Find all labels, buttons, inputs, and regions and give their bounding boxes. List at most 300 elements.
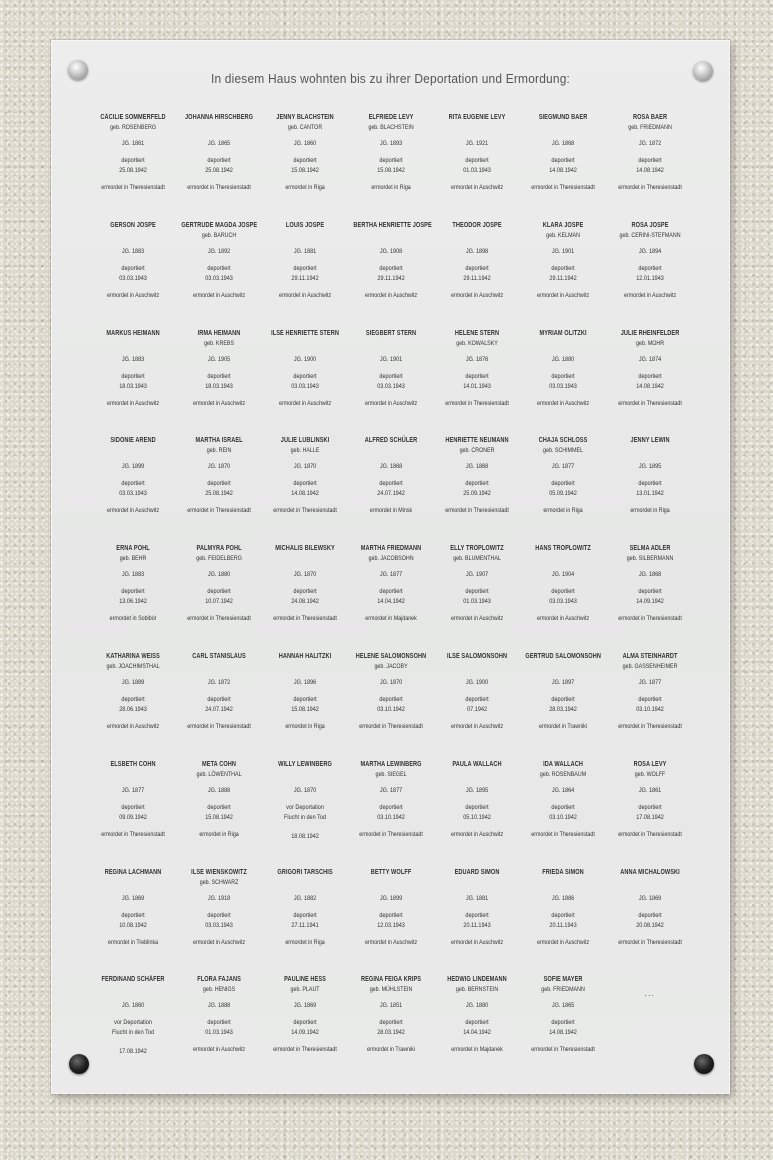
person-entry xyxy=(348,653,434,761)
person-entry xyxy=(176,222,262,330)
deportation-date: 05.09.1942 xyxy=(549,490,578,498)
maiden-name: geb. CERINI-STEFMANN xyxy=(619,231,681,239)
fate-text: ermordet in Theresienstadt xyxy=(359,722,424,730)
birth-year: JG. 1872 xyxy=(638,140,661,147)
deportation-label: deportiert xyxy=(121,264,145,272)
birth-year: JG. 1900 xyxy=(294,355,317,363)
deportation-label: deportiert xyxy=(207,264,231,272)
deportation-date: 03.10.1942 xyxy=(377,813,406,821)
birth-year: JG. 1880 xyxy=(466,1002,489,1010)
deportation-label: deportiert xyxy=(121,803,145,811)
person-entry xyxy=(348,114,434,222)
maiden-name xyxy=(525,340,602,350)
maiden-name xyxy=(181,124,258,134)
person-name: KLARA JOSPE xyxy=(543,221,584,229)
deportation-label: deportiert xyxy=(465,264,490,272)
deportation-date: 29.11.1942 xyxy=(291,274,319,282)
person-name: SIEGBERT STERN xyxy=(366,329,417,337)
maiden-name: geb. MÜHLSTEIN xyxy=(369,986,413,994)
plaque-title: In diesem Haus wohnten bis zu ihrer Deportation und Ermordung: xyxy=(210,71,571,86)
person-name: SIDONIE AREND xyxy=(110,437,156,445)
deportation-label: deportiert xyxy=(637,264,662,272)
person-entry xyxy=(520,222,606,330)
fate-text: ermordet in Riga xyxy=(543,507,584,515)
deportation-label: deportiert xyxy=(551,480,576,488)
person-entry xyxy=(607,437,693,545)
deportation-label: deportiert xyxy=(637,695,662,703)
deportation-date: 03.10.1942 xyxy=(549,813,578,821)
deportation-label: deportiert xyxy=(465,1019,490,1027)
deportation-date: 14.01.1943 xyxy=(463,382,492,390)
person-name: FRIEDA SIMON xyxy=(542,868,585,876)
person-name: FLORA FAJANS xyxy=(197,976,241,984)
deportation-label: deportiert xyxy=(379,157,404,164)
deportation-label: deportiert xyxy=(551,588,576,596)
person-name: PAULINE HESS xyxy=(284,976,327,984)
fate-text: ermordet in Theresienstadt xyxy=(617,615,682,623)
deportation-date: 05.10.1942 xyxy=(463,813,492,821)
fate-text: ermordet in Auschwitz xyxy=(537,938,590,946)
fate-text: ermordet in Trawniki xyxy=(367,1046,416,1054)
deportation-label: deportiert xyxy=(637,480,662,488)
deportation-label: deportiert xyxy=(379,803,404,811)
deportation-label: deportiert xyxy=(293,588,317,596)
maiden-name: geb. LÖWENTHAL xyxy=(196,770,242,778)
person-entry xyxy=(607,222,693,330)
person-entry xyxy=(348,976,434,1084)
maiden-name: geb. HENIGS xyxy=(202,986,236,994)
maiden-name xyxy=(353,447,430,457)
person-entry xyxy=(90,437,176,545)
maiden-name xyxy=(439,232,516,242)
deportation-date: 13.01.1942 xyxy=(635,490,664,498)
person-entry xyxy=(434,869,520,977)
fate-text: ermordet in Theresienstadt xyxy=(617,722,682,730)
person-name: ILSE WIENSKOWITZ xyxy=(191,868,248,876)
maiden-name: geb. FEIDELBERG xyxy=(196,555,242,563)
fate-text: ermordet in Theresienstadt xyxy=(617,830,682,838)
deportation-label: deportiert xyxy=(551,264,576,272)
birth-year: JG. 1860 xyxy=(121,1002,145,1010)
birth-year: JG. 1883 xyxy=(121,571,145,579)
person-name: CHAJA SCHLOSS xyxy=(539,437,588,445)
fate-text: ermordet in Riga xyxy=(629,507,670,515)
person-name: MARKUS HEIMANN xyxy=(106,329,160,337)
person-name: GERSON JOSPE xyxy=(110,221,156,229)
fate-text: ermordet in Auschwitz xyxy=(623,291,676,299)
person-entry xyxy=(176,330,262,438)
deportation-date: 29.11.1942 xyxy=(549,274,578,282)
fate-text: ermordet in Auschwitz xyxy=(537,615,590,623)
birth-year: JG. 1877 xyxy=(638,678,661,686)
screw-head-bottom-left xyxy=(69,1054,89,1074)
deportation-date: 14.08.1942 xyxy=(549,167,578,174)
deportation-label: deportiert xyxy=(465,372,490,380)
maiden-name xyxy=(267,232,344,242)
person-entry xyxy=(607,653,693,761)
person-name: ALMA STEINHARDT xyxy=(622,652,678,660)
fate-text: ermordet in Auschwitz xyxy=(537,399,590,407)
person-entry xyxy=(262,114,348,222)
person-entry xyxy=(348,437,434,545)
deportation-label: deportiert xyxy=(293,695,317,703)
maiden-name xyxy=(439,771,516,781)
deportation-label: deportiert xyxy=(121,911,145,919)
person-name: ELFRIEDE LEVY xyxy=(368,114,414,121)
person-entry xyxy=(90,761,176,869)
birth-year: JG. 1882 xyxy=(294,894,317,902)
person-entry xyxy=(348,869,434,977)
person-name: MARTHA ISRAEL xyxy=(195,437,243,445)
maiden-name: geb. KELMAN xyxy=(546,231,581,239)
birth-year: JG. 1877 xyxy=(380,786,403,794)
maiden-name: geb. SIEGEL xyxy=(375,770,407,778)
maiden-name: geb. KREBS xyxy=(204,339,235,347)
fate-text: ermordet in Auschwitz xyxy=(451,291,504,299)
deportation-date: 15.08.1942 xyxy=(377,167,406,174)
deportation-date: 15.08.1942 xyxy=(291,167,320,174)
birth-year: JG. 1872 xyxy=(207,678,231,686)
birth-year: JG. 1861 xyxy=(638,786,661,794)
birth-year: JG. 1896 xyxy=(294,678,317,686)
maiden-name: geb. JACOBSOHN xyxy=(368,555,414,563)
deportation-date: 03.03.1943 xyxy=(291,382,320,390)
birth-year: JG. 1905 xyxy=(207,355,231,363)
maiden-name xyxy=(353,879,430,889)
deportation-date: 28.06.1943 xyxy=(119,705,147,713)
deportation-date: 14.04.1942 xyxy=(463,1029,492,1037)
birth-year: JG. 1908 xyxy=(380,247,403,255)
birth-year: JG. 1868 xyxy=(638,571,661,579)
maiden-name xyxy=(94,232,171,242)
maiden-name xyxy=(94,771,171,781)
fate-text: ermordet in Riga xyxy=(199,830,239,838)
person-name: CÄCILIE SOMMERFELD xyxy=(100,114,166,121)
person-entry xyxy=(176,976,262,1084)
deportation-label: deportiert xyxy=(465,803,490,811)
deportation-date: 24.07.1942 xyxy=(377,490,406,498)
person-entry xyxy=(348,761,434,869)
deportation-label: deportiert xyxy=(551,157,576,164)
birth-year: JG. 1886 xyxy=(552,894,575,902)
person-entry xyxy=(90,653,176,761)
person-name: GERTRUD SALOMONSOHN xyxy=(525,652,602,660)
person-entry xyxy=(176,653,262,761)
person-name: ROSA JOSPE xyxy=(631,221,669,229)
person-entry xyxy=(262,869,348,977)
fate-text: ermordet in Auschwitz xyxy=(279,291,332,299)
deportation-date: 03.03.1943 xyxy=(119,490,147,498)
maiden-name: geb. JOACHIMSTHAL xyxy=(106,662,160,670)
deportation-label: deportiert xyxy=(637,372,662,380)
person-name: ELLY TROPLOWITZ xyxy=(450,545,505,553)
deportation-label: deportiert xyxy=(379,264,404,272)
deportation-label: deportiert xyxy=(293,911,317,919)
birth-year: JG. 1865 xyxy=(207,140,231,147)
maiden-name xyxy=(439,879,516,889)
birth-year: JG. 1870 xyxy=(207,463,231,471)
birth-year: JG. 1868 xyxy=(552,140,575,147)
person-name: THEODOR JOSPE xyxy=(452,221,503,229)
fate-text: ermordet in Theresienstadt xyxy=(101,830,165,838)
fate-text: ermordet in Theresienstadt xyxy=(531,830,596,838)
birth-year: JG. 1851 xyxy=(380,1002,403,1010)
birth-year: JG. 1883 xyxy=(121,247,145,255)
maiden-name xyxy=(267,771,344,781)
fate-text: ermordet in Trawniki xyxy=(539,722,588,730)
deportation-date: 10.08.1942 xyxy=(119,921,147,929)
person-entry xyxy=(607,761,693,869)
deportation-label: deportiert xyxy=(551,372,576,380)
deportation-date: 20.11.1943 xyxy=(463,921,492,929)
deportation-label: deportiert xyxy=(379,480,404,488)
fate-text: ermordet in Auschwitz xyxy=(451,830,504,838)
person-entry xyxy=(90,330,176,438)
deportation-date: 15.08.1942 xyxy=(291,705,320,713)
person-name: IRMA HEIMANN xyxy=(197,329,241,337)
maiden-name xyxy=(181,663,258,673)
fate-text: ermordet in Auschwitz xyxy=(106,291,160,299)
birth-year: JG. 1860 xyxy=(294,140,317,147)
birth-year: JG. 1870 xyxy=(294,571,317,579)
birth-year: JG. 1888 xyxy=(207,786,231,794)
maiden-name: geb. PLAUT xyxy=(290,986,320,994)
birth-year: JG. 1870 xyxy=(380,678,403,686)
deportation-date: 29.11.1942 xyxy=(463,274,492,282)
deportation-label: deportiert xyxy=(379,1019,404,1027)
person-name: JENNY BLACHSTEIN xyxy=(276,114,334,121)
deportation-date: Flucht in den Tod xyxy=(284,813,327,821)
person-entry xyxy=(520,976,606,1084)
person-name: GRIGORI TARSCHIS xyxy=(277,868,333,876)
birth-year: JG. 1874 xyxy=(638,355,661,363)
birth-year: JG. 1898 xyxy=(466,247,489,255)
person-name: HANNAH HALITZKI xyxy=(278,652,332,660)
person-entry xyxy=(520,653,606,761)
birth-year: JG. 1892 xyxy=(207,247,231,255)
maiden-name: geb. BLACHSTEIN xyxy=(368,124,414,131)
birth-year: JG. 1907 xyxy=(466,571,489,579)
birth-year: JG. 1889 xyxy=(121,678,145,686)
maiden-name: geb. FRIEDMANN xyxy=(627,124,672,131)
person-entry xyxy=(520,545,606,653)
deportation-date: 24.07.1942 xyxy=(205,705,233,713)
maiden-name: geb. SCHWARZ xyxy=(199,878,239,886)
maiden-name xyxy=(94,447,171,457)
names-grid xyxy=(90,114,693,1084)
deportation-label: vor Deportation xyxy=(114,1019,152,1027)
deportation-date: 25.09.1942 xyxy=(463,490,492,498)
birth-year: JG. 1869 xyxy=(294,1002,317,1010)
deportation-date: 10.07.1942 xyxy=(205,598,233,606)
birth-year: JG. 1899 xyxy=(380,894,403,902)
maiden-name: geb. JACOBY xyxy=(374,662,408,670)
person-name: LOUIS JOSPE xyxy=(286,221,325,229)
fate-text: ermordet in Theresienstadt xyxy=(617,399,682,407)
deportation-label: deportiert xyxy=(293,480,317,488)
person-name: REGINA FEIGA KRIPS xyxy=(361,976,422,984)
person-entry xyxy=(434,437,520,545)
person-name: JOHANNA HIRSCHBERG xyxy=(185,114,254,121)
deportation-label: deportiert xyxy=(207,480,231,488)
maiden-name: geb. BERNSTEIN xyxy=(456,986,499,994)
fate-text: ermordet in Theresienstadt xyxy=(617,184,682,191)
deportation-date: 01.03.1943 xyxy=(463,598,492,606)
person-entry xyxy=(348,545,434,653)
maiden-name xyxy=(525,124,602,134)
deportation-date: 03.03.1943 xyxy=(205,921,233,929)
person-name: RITA EUGENIE LEVY xyxy=(449,114,506,121)
maiden-name: geb. FRIEDMANN xyxy=(541,986,586,994)
deportation-label: deportiert xyxy=(207,372,231,380)
person-name: CARL STANISLAUS xyxy=(192,652,246,660)
person-name: BERTHA HENRIETTE JOSPE xyxy=(353,221,433,229)
deportation-label: deportiert xyxy=(121,157,145,164)
deportation-date: 03.03.1943 xyxy=(549,382,578,390)
deportation-date: 28.03.1942 xyxy=(549,705,578,713)
fate-text: ermordet in Auschwitz xyxy=(451,722,504,730)
deportation-date: 25.08.1942 xyxy=(205,167,233,174)
person-entry xyxy=(262,976,348,1084)
person-name: ELSBETH COHN xyxy=(110,760,156,768)
fate-text: ermordet in Auschwitz xyxy=(537,291,590,299)
fate-text: ermordet in Auschwitz xyxy=(451,938,504,946)
fate-text: ermordet in Theresienstadt xyxy=(359,830,424,838)
birth-year: JG. 1901 xyxy=(552,247,575,255)
deportation-date: 18.03.1943 xyxy=(205,382,233,390)
deportation-label: deportiert xyxy=(293,157,317,164)
maiden-name xyxy=(94,986,171,996)
deportation-label: deportiert xyxy=(121,372,145,380)
fate-text: ermordet in Theresienstadt xyxy=(273,507,338,515)
deportation-label: deportiert xyxy=(379,911,404,919)
person-name: HELENE STERN xyxy=(455,329,500,337)
person-entry xyxy=(90,545,176,653)
person-name: PAULA WALLACH xyxy=(452,760,503,768)
maiden-name xyxy=(525,555,602,565)
deportation-label: deportiert xyxy=(551,911,576,919)
person-entry xyxy=(90,222,176,330)
person-name: SIEGMUND BAER xyxy=(539,114,588,121)
maiden-name: geb. GASSENHEIMER xyxy=(622,662,678,670)
birth-year: JG. 1880 xyxy=(207,571,231,579)
person-entry xyxy=(176,761,262,869)
person-entry xyxy=(90,114,176,222)
maiden-name: geb. CRONER xyxy=(459,447,495,455)
fate-text: ermordet in Theresienstadt xyxy=(101,184,165,191)
deportation-label: deportiert xyxy=(465,588,490,596)
fate-text: ermordet in Theresienstadt xyxy=(187,507,251,515)
person-name: JENNY LEWIN xyxy=(630,437,670,445)
deportation-label: deportiert xyxy=(551,803,576,811)
deportation-date: 24.08.1942 xyxy=(291,598,320,606)
fate-text: ermordet in Auschwitz xyxy=(279,399,332,407)
person-name: MYRIAM OLITZKI xyxy=(539,329,588,337)
birth-year: JG. 1888 xyxy=(207,1002,231,1010)
deportation-date: 14.08.1942 xyxy=(291,490,320,498)
deportation-date: Flucht in den Tod xyxy=(112,1029,155,1037)
maiden-name: geb. MOHR xyxy=(635,339,664,347)
deportation-label: deportiert xyxy=(207,157,231,164)
deportation-date: 12.01.1943 xyxy=(635,274,664,282)
person-entry xyxy=(262,545,348,653)
deportation-date: 13.06.1942 xyxy=(119,598,147,606)
deportation-date: 18.03.1943 xyxy=(119,382,147,390)
person-name: ILSE HENRIETTE STERN xyxy=(271,329,340,337)
birth-year: JG. 1901 xyxy=(380,355,403,363)
person-entry xyxy=(607,330,693,438)
birth-year: JG. 1883 xyxy=(121,355,145,363)
birth-year: JG. 1868 xyxy=(380,463,403,471)
person-name: PALMYRA POHL xyxy=(196,545,242,553)
deportation-date: 28.03.1942 xyxy=(377,1029,406,1037)
deportation-date: 03.03.1943 xyxy=(119,274,147,282)
person-name: GERTRUDE MAGDA JOSPE xyxy=(181,221,258,229)
fate-text: ermordet in Auschwitz xyxy=(106,507,160,515)
deportation-date: 03.10.1942 xyxy=(635,705,664,713)
deportation-date: 14.08.1942 xyxy=(635,382,664,390)
maiden-name: geb. KOWALSKY xyxy=(456,339,499,347)
deportation-date: 03.10.1942 xyxy=(377,705,406,713)
birth-year: JG. 1881 xyxy=(294,247,317,255)
person-name: ROSA LEVY xyxy=(633,760,667,768)
birth-year: JG. 1877 xyxy=(380,571,403,579)
person-name: MICHALIS BILEWSKY xyxy=(275,545,335,553)
person-name: META COHN xyxy=(202,760,237,768)
fate-text: ermordet in Majdanek xyxy=(451,1046,504,1054)
deportation-date: 14.04.1942 xyxy=(377,598,406,606)
deportation-label: deportiert xyxy=(379,372,404,380)
deportation-label: deportiert xyxy=(637,588,662,596)
fate-text: ermordet in Riga xyxy=(285,184,325,191)
ellipsis-entry xyxy=(607,976,693,1084)
deportation-label: deportiert xyxy=(121,588,145,596)
deportation-date: 14.09.1942 xyxy=(291,1029,320,1037)
maiden-name xyxy=(267,340,344,350)
maiden-name xyxy=(525,879,602,889)
person-entry xyxy=(176,869,262,977)
maiden-name: geb. SILBERMANN xyxy=(626,555,673,563)
maiden-name: geb. BLUMENTHAL xyxy=(453,555,502,563)
person-name: HEDWIG LINDEMANN xyxy=(447,976,508,984)
fate-text: ermordet in Auschwitz xyxy=(365,938,418,946)
fate-text: ermordet in Sobibór xyxy=(109,615,157,623)
person-name: KATHARINA WEISS xyxy=(106,652,160,660)
maiden-name: geb. WOLFF xyxy=(634,770,665,778)
birth-year: JG. 1900 xyxy=(466,678,489,686)
person-name: WILLY LEWINBERG xyxy=(278,760,333,768)
fate-text: ermordet in Theresienstadt xyxy=(187,184,251,191)
person-name: MARTHA LEWINBERG xyxy=(360,760,422,768)
deportation-date: 07.1942 xyxy=(467,705,488,713)
deportation-label: deportiert xyxy=(465,157,490,164)
deportation-date: 14.09.1942 xyxy=(635,598,664,606)
deportation-date: 01.03.1943 xyxy=(205,1029,233,1037)
deportation-label: deportiert xyxy=(465,695,490,703)
memorial-plaque xyxy=(51,40,730,1094)
deportation-label: deportiert xyxy=(551,1019,576,1027)
person-entry xyxy=(90,869,176,977)
maiden-name xyxy=(94,340,171,350)
fate-text: ermordet in Auschwitz xyxy=(193,1046,246,1054)
person-entry xyxy=(520,437,606,545)
maiden-name xyxy=(611,447,688,457)
deportation-label: deportiert xyxy=(379,588,404,596)
screw-head-bottom-right xyxy=(694,1054,714,1074)
maiden-name: geb. REIN xyxy=(206,447,232,455)
person-name: HANS TROPLOWITZ xyxy=(535,545,592,553)
person-entry xyxy=(434,653,520,761)
